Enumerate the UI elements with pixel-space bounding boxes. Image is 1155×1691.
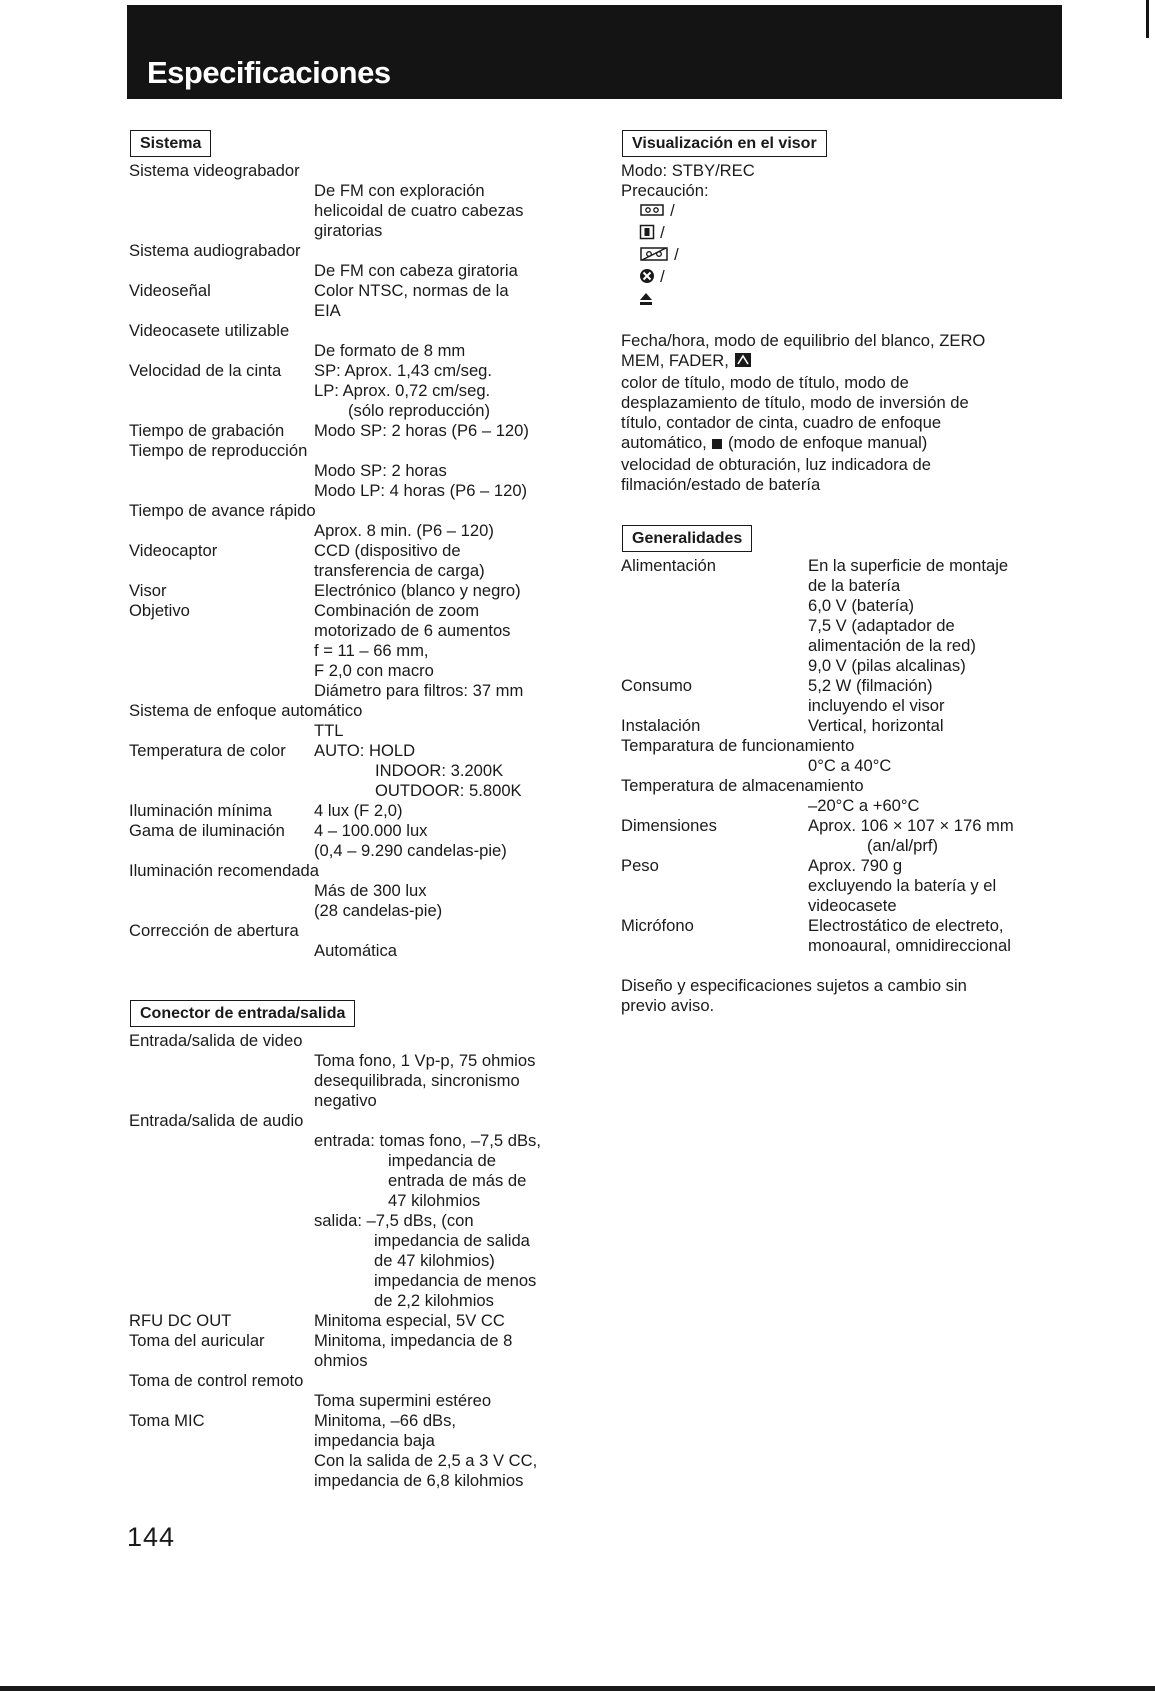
- spec-label: Objetivo: [129, 601, 190, 620]
- spec-value: De FM con cabeza giratoria: [314, 261, 518, 280]
- spec-objetivo: [129, 601, 599, 701]
- spec-label: Temparatura de funcionamiento: [621, 736, 855, 755]
- spec-value: 9,0 V (pilas alcalinas): [808, 656, 966, 675]
- spec-value: impedancia de menos: [374, 1271, 537, 1290]
- spec-value: Toma fono, 1 Vp-p, 75 ohmios: [314, 1051, 536, 1070]
- spec-value: Con la salida de 2,5 a 3 V CC,: [314, 1451, 538, 1470]
- visor-line-7: título, contador de cinta, cuadro de enfoque: [621, 413, 942, 432]
- spec-value: Modo SP: 2 horas (P6 – 120): [314, 421, 529, 440]
- spec-value: impedancia baja: [314, 1431, 435, 1450]
- spec-value: 4 lux (F 2,0): [314, 801, 403, 820]
- spec-label: Sistema de enfoque automático: [129, 701, 363, 720]
- spec-avance: [129, 501, 599, 541]
- spec-correccion: [129, 921, 599, 961]
- visor-line-10: filmación/estado de batería: [621, 475, 821, 494]
- spec-value: impedancia de 6,8 kilohmios: [314, 1471, 524, 1490]
- spec-audio-io: [129, 1111, 599, 1311]
- visor-precaucion: Precaución: / / / /: [621, 181, 1071, 331]
- spec-value: EIA: [314, 301, 341, 320]
- spec-gama: [129, 821, 599, 861]
- spec-value: Diámetro para filtros: 37 mm: [314, 681, 524, 700]
- spec-video-rec: [129, 161, 599, 241]
- spec-value: Aprox. 8 min. (P6 – 120): [314, 521, 494, 540]
- spec-grabacion: [129, 421, 599, 441]
- spec-visor: [129, 581, 599, 601]
- spec-value: CCD (dispositivo de: [314, 541, 461, 560]
- spec-value: LP: Aprox. 0,72 cm/seg.: [314, 381, 491, 400]
- spec-label: Peso: [621, 856, 659, 875]
- spec-value: 47 kilohmios: [388, 1191, 481, 1210]
- spec-value: (28 candelas-pie): [314, 901, 443, 920]
- spec-value: ohmios: [314, 1351, 368, 1370]
- spec-label: Entrada/salida de video: [129, 1031, 303, 1050]
- spec-microfono: [621, 916, 1071, 956]
- spec-temp-func: [621, 736, 1071, 776]
- spec-value: (an/al/prf): [867, 836, 939, 855]
- spec-value: de la batería: [808, 576, 901, 595]
- spec-value: (0,4 – 9.290 candelas-pie): [314, 841, 507, 860]
- spec-value: Aprox. 106 × 107 × 176 mm: [808, 816, 1014, 835]
- visor-line-4-text: MEM, FADER,: [621, 351, 729, 370]
- spec-value: Combinación de zoom: [314, 601, 480, 620]
- spec-value: Minitoma, –66 dBs,: [314, 1411, 457, 1430]
- spec-value: incluyendo el visor: [808, 696, 945, 715]
- spec-value: videocasete: [808, 896, 897, 915]
- spec-control: [129, 1371, 599, 1411]
- visor-line-3: Fecha/hora, modo de equilibrio del blanco, ZERO: [621, 331, 986, 350]
- spec-value: Minitoma, impedancia de 8: [314, 1331, 513, 1350]
- spec-reproduccion: [129, 441, 599, 501]
- spec-alimentacion: [621, 556, 1071, 676]
- spec-enfoque: [129, 701, 599, 741]
- spec-value: Modo LP: 4 horas (P6 – 120): [314, 481, 528, 500]
- spec-value: (sólo reproducción): [348, 401, 491, 420]
- spec-consumo: [621, 676, 1071, 716]
- spec-value: negativo: [314, 1091, 377, 1110]
- disclaimer-line: previo aviso.: [621, 996, 715, 1015]
- visor-modo: Modo: STBY/REC: [621, 161, 755, 180]
- spec-label: Sistema audiograbador: [129, 241, 301, 260]
- spec-value: Electrónico (blanco y negro): [314, 581, 521, 600]
- spec-label: Toma del auricular: [129, 1331, 265, 1350]
- spec-dimensiones: [621, 816, 1071, 856]
- bottom-rule: [0, 1686, 1155, 1691]
- spec-velocidad: [129, 361, 599, 421]
- spec-label: Entrada/salida de audio: [129, 1111, 304, 1130]
- spec-value: giratorias: [314, 221, 383, 240]
- spec-value: Toma supermini estéreo: [314, 1391, 492, 1410]
- spec-auricular: [129, 1331, 599, 1371]
- spec-value: de 2,2 kilohmios: [374, 1291, 494, 1310]
- spec-label: Sistema videograbador: [129, 161, 300, 180]
- spec-value: salida: –7,5 dBs, (con: [314, 1211, 474, 1230]
- disclaimer-note: [621, 976, 1071, 1016]
- spec-label: Videoseñal: [129, 281, 211, 300]
- spec-temp-color: [129, 741, 599, 801]
- battery-warning-icon: [639, 224, 655, 245]
- spec-label: Toma de control remoto: [129, 1371, 304, 1390]
- spec-value: impedancia de salida: [374, 1231, 530, 1250]
- spec-value: motorizado de 6 aumentos: [314, 621, 511, 640]
- spec-value: Más de 300 lux: [314, 881, 427, 900]
- right-column: [621, 130, 1071, 1016]
- spec-video-io: [129, 1031, 599, 1111]
- spec-label: Micrófono: [621, 916, 694, 935]
- spec-label: Corrección de abertura: [129, 921, 299, 940]
- spec-label: Alimentación: [621, 556, 717, 575]
- spec-label: Toma MIC: [129, 1411, 205, 1430]
- section-heading-generalidades: Generalidades: [622, 525, 752, 552]
- spec-value: entrada: tomas fono, –7,5 dBs,: [314, 1131, 541, 1150]
- spec-mic: [129, 1411, 599, 1491]
- spec-label: Videocaptor: [129, 541, 218, 560]
- header-banner: [127, 5, 1062, 99]
- spec-value: 7,5 V (adaptador de: [808, 616, 955, 635]
- spec-label: Instalación: [621, 716, 701, 735]
- section-heading-sistema: Sistema: [130, 130, 211, 157]
- spec-label: Gama de iluminación: [129, 821, 285, 840]
- spec-value: Vertical, horizontal: [808, 716, 944, 735]
- spec-value: monoaural, omnidireccional: [808, 936, 1011, 955]
- spec-value: 6,0 V (batería): [808, 596, 915, 615]
- visor-line-8b: (modo de enfoque manual): [728, 433, 928, 452]
- spec-label: Visor: [129, 581, 167, 600]
- spec-label: Iluminación recomendada: [129, 861, 320, 880]
- visor-line-8: [621, 433, 1071, 455]
- spec-label: Videocasete utilizable: [129, 321, 290, 340]
- spec-value: 5,2 W (filmación): [808, 676, 933, 695]
- spec-label: Temperatura de almacenamiento: [621, 776, 864, 795]
- spec-peso: [621, 856, 1071, 916]
- spec-label: Dimensiones: [621, 816, 717, 835]
- manual-focus-icon: [711, 435, 723, 455]
- spec-value: TTL: [314, 721, 344, 740]
- spec-value: F 2,0 con macro: [314, 661, 434, 680]
- spec-value: entrada de más de: [388, 1171, 527, 1190]
- section-heading-visor: Visualización en el visor: [622, 130, 827, 157]
- spec-value: desequilibrada, sincronismo: [314, 1071, 520, 1090]
- visor-line-9: velocidad de obturación, luz indicadora de: [621, 455, 931, 474]
- spec-videosenal: [129, 281, 599, 321]
- spec-ilum-min: [129, 801, 599, 821]
- spec-videocaptor: [129, 541, 599, 581]
- spec-instalacion: [621, 716, 1071, 736]
- spec-value: Color NTSC, normas de la: [314, 281, 509, 300]
- cassette-warning-icon: [639, 202, 665, 223]
- spec-value: Aprox. 790 g: [808, 856, 903, 875]
- visor-line-6: desplazamiento de título, modo de inversión de: [621, 393, 969, 412]
- spec-value: De FM con exploración: [314, 181, 485, 200]
- spec-value: de 47 kilohmios): [374, 1251, 495, 1270]
- spec-value: f = 11 – 66 mm,: [314, 641, 429, 660]
- spec-label: Tiempo de avance rápido: [129, 501, 316, 520]
- spec-value: SP: Aprox. 1,43 cm/seg.: [314, 361, 493, 380]
- no-cassette-icon: [639, 246, 669, 267]
- fader-icon: [734, 352, 752, 373]
- spec-value: AUTO: HOLD: [314, 741, 416, 760]
- spec-value: Automática: [314, 941, 398, 960]
- spec-label: Tiempo de grabación: [129, 421, 285, 440]
- spec-ilum-rec: [129, 861, 599, 921]
- left-column: [129, 130, 599, 1491]
- spec-rfu: [129, 1311, 599, 1331]
- spec-value: alimentación de la red): [808, 636, 976, 655]
- spec-label: Temperatura de color: [129, 741, 286, 760]
- eject-icon: [639, 291, 653, 311]
- spec-value: impedancia de: [388, 1151, 496, 1170]
- spec-label: Iluminación mínima: [129, 801, 272, 820]
- precaucion-label: Precaución:: [621, 181, 709, 200]
- section-heading-conector: Conector de entrada/salida: [130, 1000, 355, 1027]
- spec-value: Modo SP: 2 horas: [314, 461, 447, 480]
- spec-value: OUTDOOR: 5.800K: [375, 781, 522, 800]
- spec-value: Electrostático de electreto,: [808, 916, 1004, 935]
- visor-line-8a: automático,: [621, 433, 707, 452]
- visor-line-5: color de título, modo de título, modo de: [621, 373, 909, 392]
- spec-value: excluyendo la batería y el: [808, 876, 997, 895]
- spec-value: INDOOR: 3.200K: [375, 761, 504, 780]
- spec-value: En la superficie de montaje: [808, 556, 1009, 575]
- spec-label: Consumo: [621, 676, 693, 695]
- spec-audio-rec: [129, 241, 599, 281]
- spec-value: –20°C a +60°C: [808, 796, 920, 815]
- spec-value: De formato de 8 mm: [314, 341, 466, 360]
- spec-label: RFU DC OUT: [129, 1311, 232, 1330]
- page-number: 144: [127, 1522, 176, 1552]
- spec-value: helicoidal de cuatro cabezas: [314, 201, 524, 220]
- disclaimer-line: Diseño y especificaciones sujetos a cambio sin: [621, 976, 967, 995]
- spec-temp-alm: [621, 776, 1071, 816]
- condensation-icon: [639, 268, 655, 289]
- spec-value: 0°C a 40°C: [808, 756, 892, 775]
- spec-value: transferencia de carga): [314, 561, 485, 580]
- spec-value: 4 – 100.000 lux: [314, 821, 428, 840]
- spec-label: Velocidad de la cinta: [129, 361, 282, 380]
- page-title: Especificaciones: [147, 55, 391, 90]
- visor-line-4: [621, 351, 1071, 373]
- spec-value: Minitoma especial, 5V CC: [314, 1311, 505, 1330]
- spec-videocasete: [129, 321, 599, 361]
- edge-mark: [1146, 0, 1149, 38]
- spec-label: Tiempo de reproducción: [129, 441, 308, 460]
